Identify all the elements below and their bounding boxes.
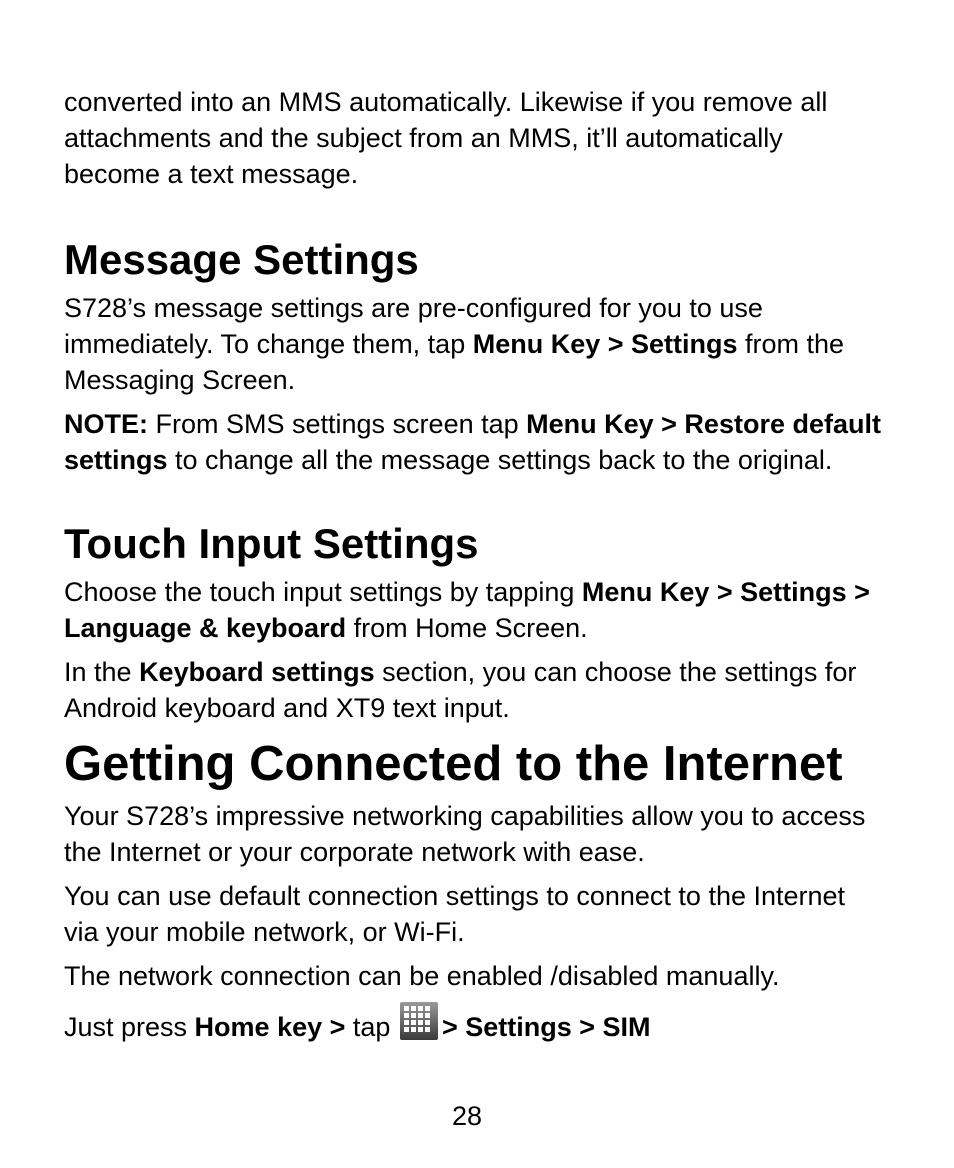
touch-input-text: Choose the touch input settings by tapping	[64, 577, 582, 607]
app-grid-icon	[400, 1002, 438, 1040]
settings-sim-path: > Settings > SIM	[441, 1012, 651, 1042]
message-settings-text-end: from the Messaging Screen.	[64, 329, 845, 395]
manual-page-content	[64, 84, 884, 1045]
page-number: 28	[451, 1101, 483, 1131]
keyboard-settings-paragraph	[64, 654, 884, 726]
touch-input-menu-path: Menu Key > Settings > Language & keyboard	[64, 577, 870, 643]
internet-heading: Getting Connected to the Internet	[64, 737, 843, 791]
tap-text: tap	[345, 1012, 398, 1042]
internet-paragraph-1: Your S728’s impressive networking capabilities allow you to access the Internet or your corporate network with ease.	[64, 801, 866, 867]
home-key-label: Home key >	[194, 1012, 346, 1042]
keyboard-settings-text-end: section, you can choose the settings for Android keyboard and XT9 text input.	[64, 657, 857, 723]
keyboard-settings-text: In the	[64, 657, 140, 687]
note-paragraph	[64, 406, 884, 478]
intro-paragraph: converted into an MMS automatically. Likewise if you remove all attachments and the subject from an MMS, it’ll automatically become a text message.	[64, 87, 828, 189]
message-settings-heading: Message Settings	[64, 236, 419, 283]
touch-input-paragraph	[64, 574, 884, 646]
note-label: NOTE:	[64, 409, 148, 439]
message-settings-menu-path: Menu Key > Settings	[472, 329, 738, 359]
touch-input-text-end: from Home Screen.	[346, 613, 588, 643]
touch-input-heading: Touch Input Settings	[64, 520, 479, 567]
keyboard-settings-label: Keyboard settings	[139, 657, 375, 687]
note-menu-path: Menu Key > Restore default settings	[64, 409, 881, 475]
just-press-text: Just press	[64, 1012, 195, 1042]
internet-paragraph-4	[64, 1002, 884, 1045]
message-settings-text: S728’s message settings are pre-configured for you to use immediately. To change them, tap	[64, 293, 763, 359]
note-text-end: to change all the message settings back to the original.	[167, 445, 833, 475]
internet-paragraph-2: You can use default connection settings to connect to the Internet via your mobile network, or Wi-Fi.	[64, 881, 846, 947]
internet-paragraph-3: The network connection can be enabled /disabled manually.	[64, 961, 780, 991]
message-settings-paragraph	[64, 290, 884, 398]
note-text: From SMS settings screen tap	[148, 409, 527, 439]
